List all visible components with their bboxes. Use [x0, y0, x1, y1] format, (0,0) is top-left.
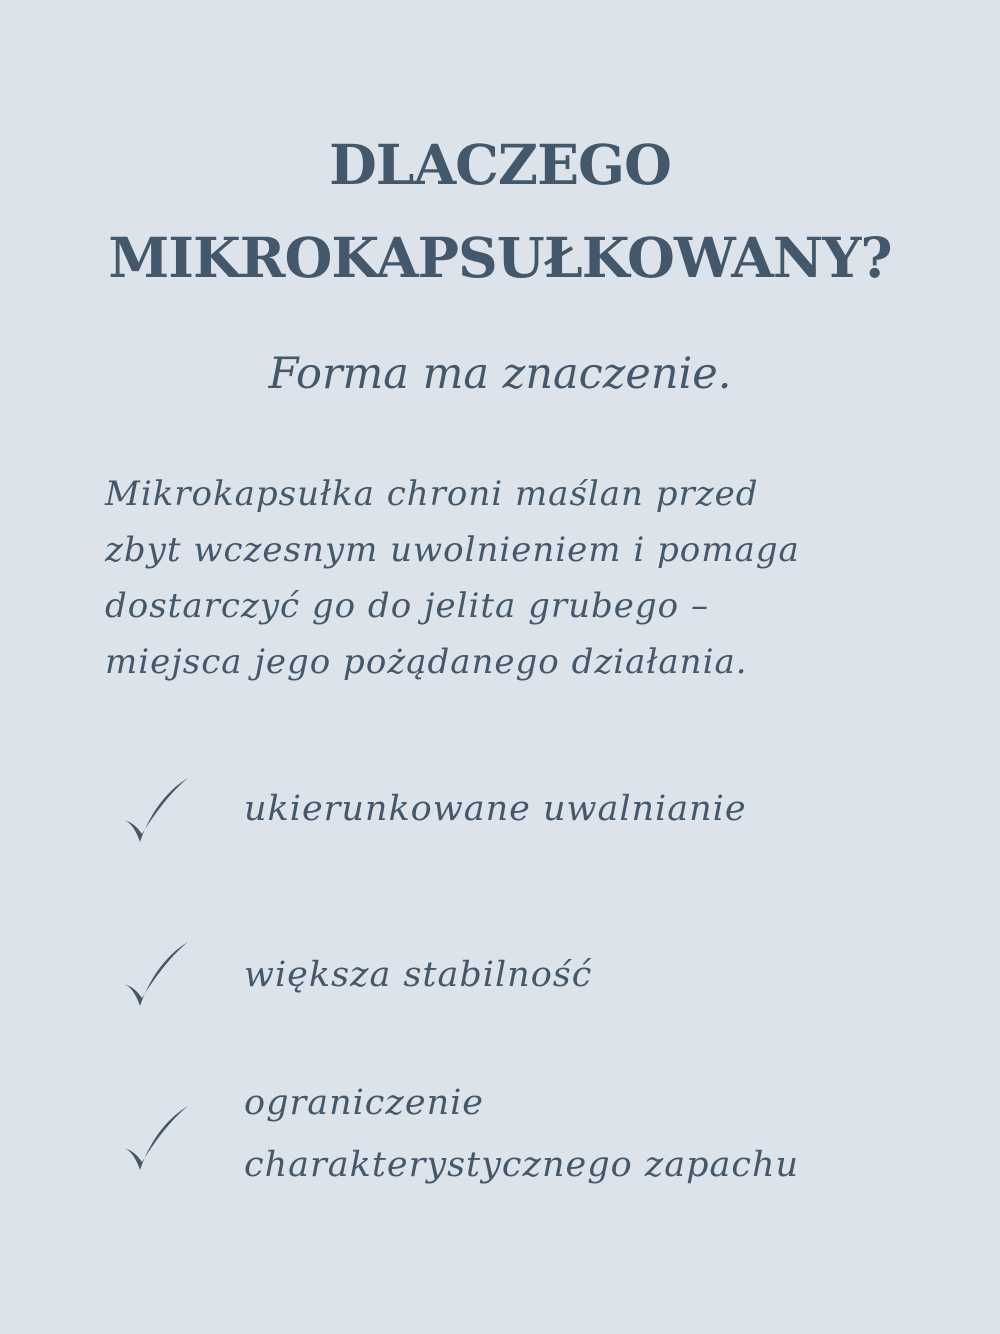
- title-line-1: DLACZEGO: [329, 132, 671, 197]
- checkmark-icon: [118, 772, 194, 848]
- description-line: zbyt wczesnym uwolnieniem i pomaga: [105, 530, 800, 570]
- description-line: Mikrokapsułka chroni maślan przed: [105, 474, 759, 514]
- description-paragraph: [105, 466, 965, 690]
- subtitle: Forma ma znaczenie.: [268, 349, 732, 399]
- benefit-label: [244, 778, 747, 840]
- checkmark-icon: [118, 1100, 194, 1176]
- benefit-label-line: większa stabilność: [244, 955, 593, 995]
- title-line-2: MIKROKAPSUŁKOWANY?: [108, 225, 892, 290]
- benefit-label: [244, 1072, 799, 1196]
- benefit-label-line: ukierunkowane uwalnianie: [244, 789, 747, 829]
- description-line: dostarczyć go do jelita grubego –: [105, 586, 709, 626]
- benefit-label-line: ograniczenie: [244, 1083, 485, 1123]
- benefit-label: [244, 944, 592, 1006]
- page-title: [0, 118, 1000, 304]
- benefit-label-line: charakterystycznego zapachu: [244, 1145, 800, 1185]
- description-line: miejsca jego pożądanego działania.: [105, 642, 748, 682]
- checkmark-icon: [118, 936, 194, 1012]
